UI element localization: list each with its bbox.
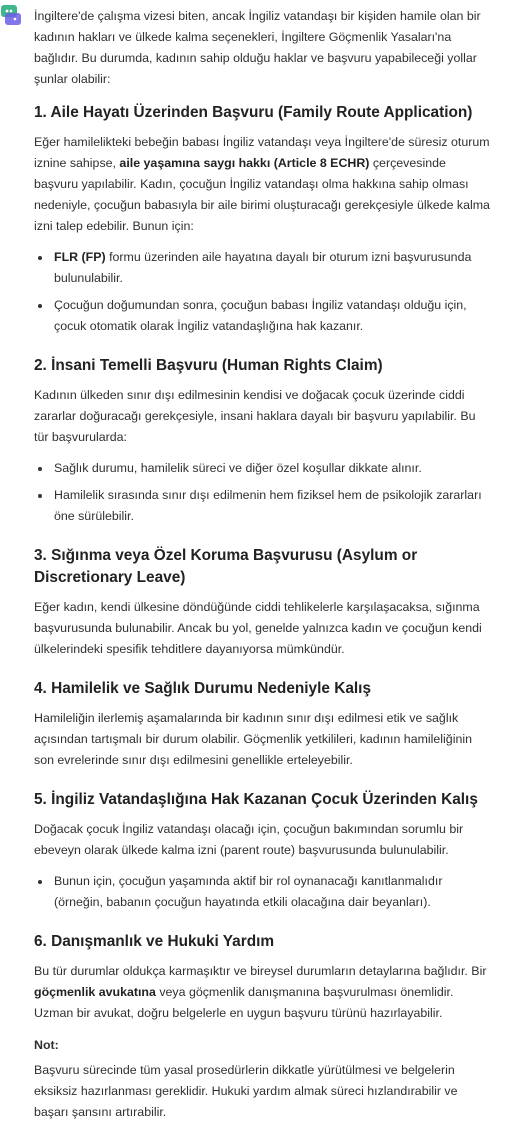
list-item: • Sağlık durumu, hamilelik süreci ve diğer özel koşullar dikkate alınır. xyxy=(52,458,490,479)
list-item: • Hamilelik sırasında sınır dışı edilmenin hem fiziksel hem de psikolojik zararları öne sürülebilir. xyxy=(52,485,490,527)
section-2-list xyxy=(34,458,490,527)
assistant-avatar-icon xyxy=(0,2,22,28)
list-item: • FLR (FP) formu üzerinden aile hayatına dayalı bir oturum izni başvurusunda bulunulabilir. xyxy=(52,247,490,289)
section-3-paragraph: Eğer kadın, kendi ülkesine döndüğünde ciddi tehlikelerle karşılaşacaksa, sığınma başvurusunda bulunabilir. Ancak bu yol, genelde yalnızca kadın ve çocuğun kendi ülkelerindeki spesifik tehditlere dayanıyorsa mümkündür. xyxy=(34,600,482,656)
section-6-heading: 6. Danışmanlık ve Hukuki Yardım xyxy=(34,933,275,950)
section-3-heading: 3. Sığınma veya Özel Koruma Başvurusu (Asylum or Discretionary Leave) xyxy=(34,547,418,586)
intro-paragraph: İngiltere'de çalışma vizesi biten, ancak İngiliz vatandaşı bir kişiden hamile olan bir kadının hakları ve ülkede kalma seçenekleri, İngiltere Göçmenlik Yasaları'na bağlıdır. Bu durumda, kadının sahip olduğu haklar ve başvuru yapabileceği yollar şunlar olabilir: xyxy=(34,9,481,86)
section-5-heading: 5. İngiliz Vatandaşlığına Hak Kazanan Çocuk Üzerinden Kalış xyxy=(34,791,478,808)
note-label: Not: xyxy=(34,1038,59,1052)
section-5-paragraph: Doğacak çocuk İngiliz vatandaşı olacağı için, çocuğun bakımından sorumlu bir ebeveyn olarak ülkede kalma izni (parent route) başvurusunda bulunulabilir. xyxy=(34,822,464,857)
section-1-list xyxy=(34,247,490,337)
section-4-heading: 4. Hamilelik ve Sağlık Durumu Nedeniyle Kalış xyxy=(34,680,372,697)
section-2-heading: 2. İnsani Temelli Başvuru (Human Rights Claim) xyxy=(34,357,383,374)
section-2-paragraph: Kadının ülkeden sınır dışı edilmesinin kendisi ve doğacak çocuk üzerinde ciddi zararlar doğuracağı gerekçesiyle, insani haklara dayalı bir başvuru yapılabilir. Bu tür başvurularda: xyxy=(34,388,476,444)
section-4-paragraph: Hamileliğin ilerlemiş aşamalarında bir kadının sınır dışı edilmesi etik ve sağlık açısından tartışmalı bir durum olabilir. Göçmenlik yetkilileri, kadının hamileliğinin son evrelerinde sınır dışı edilmesini genellikle erteleyebilir. xyxy=(34,711,472,767)
list-item: • Bunun için, çocuğun yaşamında aktif bir rol oynanacağı kanıtlanmalıdır (örneğin, babanın çocuğun hayatında etkili olacağına dair beyanları). xyxy=(52,871,490,913)
section-6-paragraph: Bu tür durumlar oldukça karmaşıktır ve bireysel durumların detaylarına bağlıdır. Bir göçmenlik avukatına veya göçmenlik danışmanına başvurulması önemlidir. Uzman bir avukat, doğru belgelerle en uygun başvuru türünü hazırlayabilir. xyxy=(34,964,487,1020)
list-item: • Çocuğun doğumundan sonra, çocuğun babası İngiliz vatandaşı olduğu için, çocuk otomatik olarak İngiliz vatandaşlığına hak kazanır. xyxy=(52,295,490,337)
note-paragraph: Başvuru sürecinde tüm yasal prosedürlerin dikkatle yürütülmesi ve belgelerin eksiksiz hazırlanması gereklidir. Hukuki yardım almak süreci hızlandırabilir ve başarı şansını artırabilir. xyxy=(34,1063,458,1119)
section-1-heading: 1. Aile Hayatı Üzerinden Başvuru (Family Route Application) xyxy=(34,104,473,121)
section-5-list xyxy=(34,871,490,913)
section-1-paragraph: Eğer hamilelikteki bebeğin babası İngiliz vatandaşı veya İngiltere'de süresiz oturum iznine sahipse, aile yaşamına saygı hakkı (Article 8 ECHR) çerçevesinde başvuru yapılabilir. Kadın, çocuğun İngiliz vatandaşı olma hakkına sahip olması nedeniyle, çocuğun babasıyla bir aile birimi oluşturacağı gerekçesiyle ülkede kalma izni talep edebilir. Bunun için: xyxy=(34,135,490,233)
